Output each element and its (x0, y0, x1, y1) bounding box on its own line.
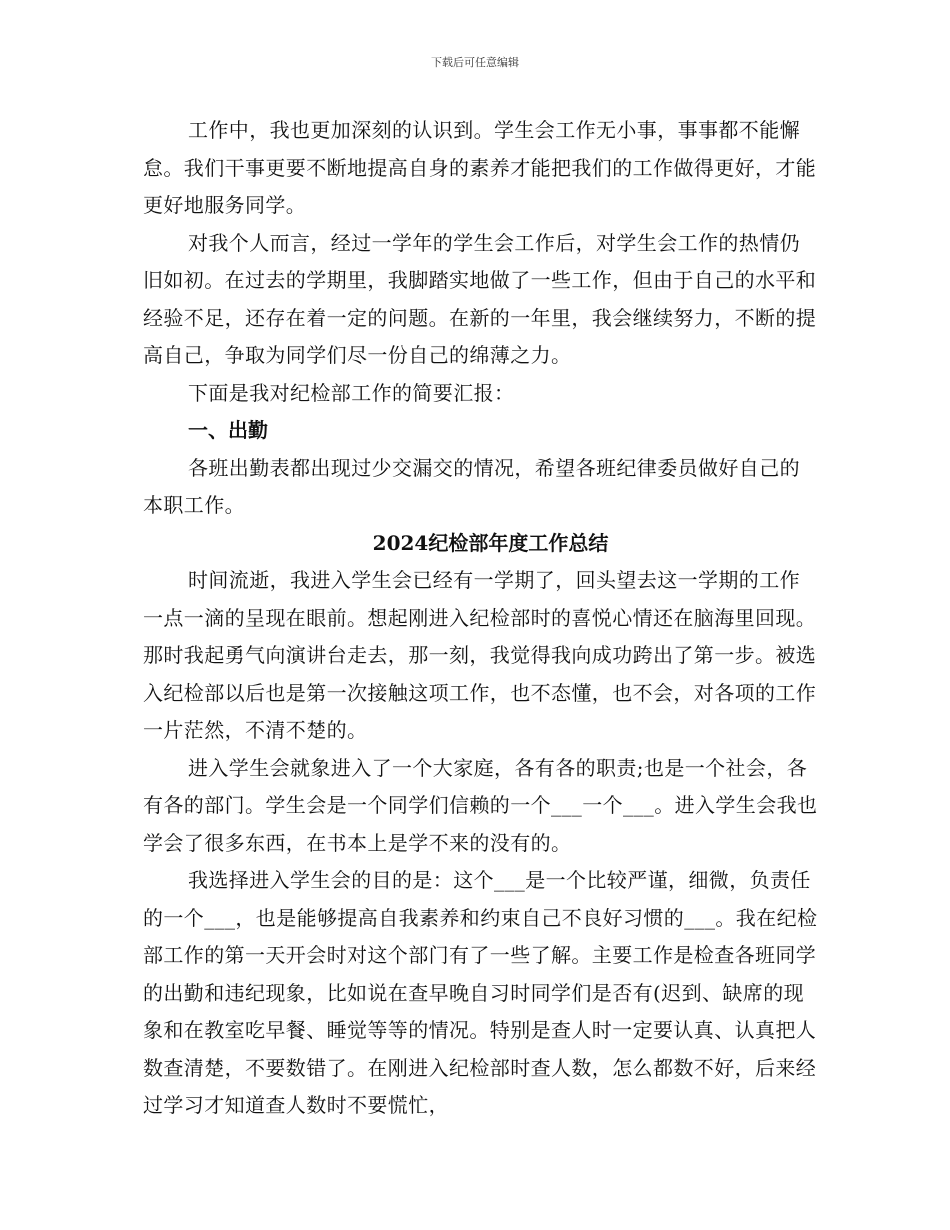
document-body (143, 112, 818, 1125)
header-note: 下载后可任意编辑 (431, 56, 519, 69)
paragraph-4: 时间流逝，我进入学生会已经有一学期了，回头望去这一学期的工作一点一滴的呈现在眼前。想起刚进入纪检部时的喜悦心情还在脑海里回现。那时我起勇气向演讲台走去，那一刻，我觉得我向成功跨出了第一步。被选入纪检部以后也是第一次接触这项工作，也不态懂，也不会，对各项的工作一片茫然，不清不楚的。 (143, 568, 817, 742)
paragraph-6: 我选择进入学生会的目的是：这个___是一个比较严谨，细微，负责任的一个___，也是能够提高自我素养和约束自己不良好习惯的___。我在纪检部工作的第一天开会时对这个部门有了一些了解。主要工作是检查各班同学的出勤和违纪现象，比如说在查早晚自习时同学们是否有(迟到、缺席的现象和在教室吃早餐、睡觉等等的情况。特别是查人时一定要认真、认真把人数查清楚，不要数错了。在刚进入纪检部时查人数，怎么都数不好，后来经过学习才知道查人数时不要慌忙， (143, 868, 818, 1117)
paragraph-5: 进入学生会就象进入了一个大家庭，各有各的职责;也是一个社会，各有各的部门。学生会是一个同学们信赖的一个___一个___。进入学生会我也学会了很多东西，在书本上是学不来的没有的。 (143, 755, 818, 855)
paragraph-2: 对我个人而言，经过一学年的学生会工作后，对学生会工作的热情仍旧如初。在过去的学期里，我脚踏实地做了一些工作，但由于自己的水平和经验不足，还存在着一定的问题。在新的一年里，我会继续努力，不断的提高自己，争取为同学们尽一份自己的绵薄之力。 (143, 230, 817, 367)
paragraph-1: 工作中，我也更加深刻的认识到。学生会工作无小事，事事都不能懈怠。我们干事更要不断地提高自身的素养才能把我们的工作做得更好，才能更好地服务同学。 (143, 118, 817, 217)
section-paragraph: 各班出勤表都出现过少交漏交的情况，希望各班纪律委员做好自己的本职工作。 (143, 455, 800, 517)
document-title: 2024纪检部年度工作总结 (372, 530, 609, 555)
section-heading: 一、出勤 (188, 418, 268, 442)
paragraph-3: 下面是我对纪检部工作的简要汇报： (188, 380, 515, 405)
